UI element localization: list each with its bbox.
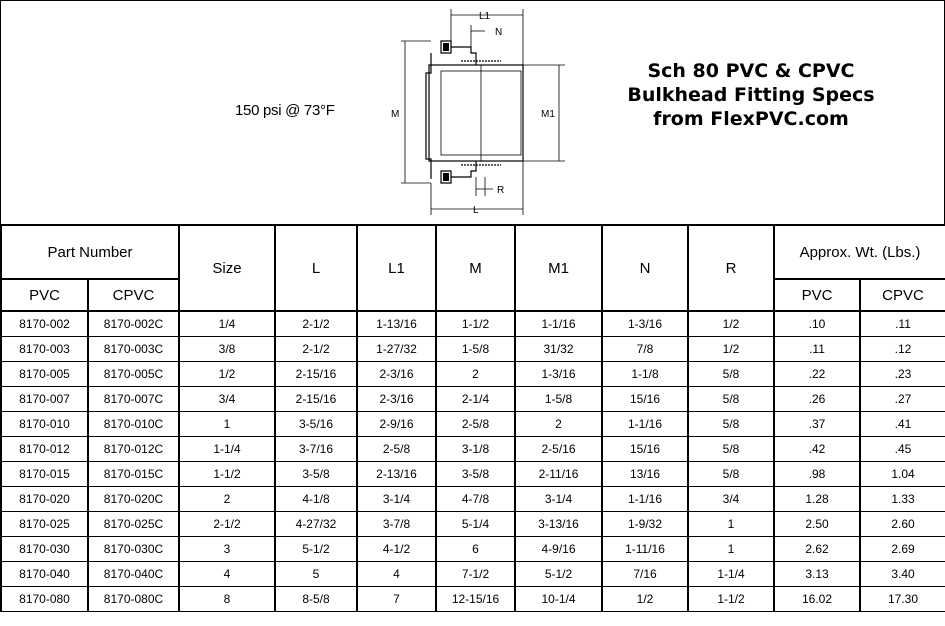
- cell-n: 15/16: [602, 437, 688, 462]
- cell-size: 2-1/2: [179, 512, 275, 537]
- dim-label-r: R: [497, 185, 505, 196]
- cell-l: 4-27/32: [275, 512, 357, 537]
- cell-l1: 7: [357, 587, 436, 612]
- header-panel: [0, 0, 945, 225]
- title-line-1: Sch 80 PVC & CPVC: [647, 60, 855, 82]
- cell-m1: 1-1/16: [515, 311, 602, 337]
- table-row: [1, 412, 945, 437]
- cell-r: 5/8: [688, 437, 774, 462]
- cell-wt-pvc: .11: [774, 337, 860, 362]
- cell-wt-pvc: 2.62: [774, 537, 860, 562]
- cell-pvc-part: 8170-015: [1, 462, 88, 487]
- dim-label-m1: M1: [541, 109, 555, 120]
- table-row: [1, 437, 945, 462]
- cell-wt-cpvc: .23: [860, 362, 945, 387]
- cell-r: 1-1/4: [688, 562, 774, 587]
- dim-label-l1: L1: [479, 11, 491, 22]
- cell-cpvc-part: 8170-080C: [88, 587, 179, 612]
- cell-l1: 4-1/2: [357, 537, 436, 562]
- dim-label-m: M: [391, 109, 400, 120]
- cell-n: 1/2: [602, 587, 688, 612]
- cell-size: 1: [179, 412, 275, 437]
- cell-n: 13/16: [602, 462, 688, 487]
- cell-l1: 1-13/16: [357, 311, 436, 337]
- cell-n: 7/16: [602, 562, 688, 587]
- bulkhead-fitting-diagram: [381, 1, 581, 225]
- cell-m1: 3-13/16: [515, 512, 602, 537]
- header-cpvc: CPVC: [88, 279, 179, 311]
- table-body: [1, 311, 945, 612]
- cell-m: 12-15/16: [436, 587, 515, 612]
- cell-m: 2-5/8: [436, 412, 515, 437]
- cell-wt-pvc: 3.13: [774, 562, 860, 587]
- cell-l: 5-1/2: [275, 537, 357, 562]
- cell-wt-cpvc: 2.69: [860, 537, 945, 562]
- cell-size: 1/4: [179, 311, 275, 337]
- cell-l: 3-7/16: [275, 437, 357, 462]
- cell-cpvc-part: 8170-030C: [88, 537, 179, 562]
- title-line-2: Bulkhead Fitting Specs: [627, 84, 875, 106]
- cell-wt-cpvc: .11: [860, 311, 945, 337]
- cell-l: 8-5/8: [275, 587, 357, 612]
- cell-pvc-part: 8170-010: [1, 412, 88, 437]
- cell-m1: 31/32: [515, 337, 602, 362]
- cell-l1: 2-13/16: [357, 462, 436, 487]
- dim-label-n: N: [495, 27, 503, 38]
- cell-r: 1-1/2: [688, 587, 774, 612]
- cell-wt-cpvc: .45: [860, 437, 945, 462]
- pressure-note: 150 psi @ 73°F: [235, 102, 335, 119]
- cell-m: 2: [436, 362, 515, 387]
- cell-n: 7/8: [602, 337, 688, 362]
- cell-r: 5/8: [688, 462, 774, 487]
- cell-l: 3-5/16: [275, 412, 357, 437]
- cell-r: 3/4: [688, 487, 774, 512]
- header-l1: L1: [357, 225, 436, 311]
- cell-l1: 2-3/16: [357, 387, 436, 412]
- cell-m1: 5-1/2: [515, 562, 602, 587]
- cell-r: 1: [688, 512, 774, 537]
- cell-m1: 2-11/16: [515, 462, 602, 487]
- cell-l: 2-1/2: [275, 337, 357, 362]
- cell-size: 8: [179, 587, 275, 612]
- cell-m1: 3-1/4: [515, 487, 602, 512]
- cell-n: 1-11/16: [602, 537, 688, 562]
- cell-l1: 2-3/16: [357, 362, 436, 387]
- table-row: [1, 462, 945, 487]
- cell-n: 15/16: [602, 387, 688, 412]
- table-row: [1, 487, 945, 512]
- header-m1: M1: [515, 225, 602, 311]
- cell-wt-cpvc: .12: [860, 337, 945, 362]
- cell-m: 6: [436, 537, 515, 562]
- header-pvc: PVC: [1, 279, 88, 311]
- cell-l1: 1-27/32: [357, 337, 436, 362]
- cell-r: 1/2: [688, 311, 774, 337]
- cell-pvc-part: 8170-020: [1, 487, 88, 512]
- cell-l: 2-15/16: [275, 362, 357, 387]
- cell-m: 1-5/8: [436, 337, 515, 362]
- cell-wt-cpvc: .41: [860, 412, 945, 437]
- cell-m1: 1-5/8: [515, 387, 602, 412]
- cell-wt-pvc: 1.28: [774, 487, 860, 512]
- table-row: [1, 537, 945, 562]
- cell-cpvc-part: 8170-025C: [88, 512, 179, 537]
- cell-n: 1-3/16: [602, 311, 688, 337]
- cell-m1: 4-9/16: [515, 537, 602, 562]
- dim-label-l: L: [473, 205, 479, 216]
- header-r: R: [688, 225, 774, 311]
- cell-size: 1-1/4: [179, 437, 275, 462]
- cell-l1: 4: [357, 562, 436, 587]
- table-row: [1, 512, 945, 537]
- cell-pvc-part: 8170-012: [1, 437, 88, 462]
- cell-m: 3-5/8: [436, 462, 515, 487]
- cell-cpvc-part: 8170-040C: [88, 562, 179, 587]
- cell-wt-pvc: .37: [774, 412, 860, 437]
- header-part-number: Part Number: [1, 225, 179, 279]
- cell-cpvc-part: 8170-010C: [88, 412, 179, 437]
- cell-wt-cpvc: .27: [860, 387, 945, 412]
- cell-wt-cpvc: 1.33: [860, 487, 945, 512]
- cell-cpvc-part: 8170-012C: [88, 437, 179, 462]
- spec-table: [0, 224, 945, 612]
- table-row: [1, 337, 945, 362]
- cell-wt-pvc: .98: [774, 462, 860, 487]
- cell-wt-cpvc: 17.30: [860, 587, 945, 612]
- cell-pvc-part: 8170-007: [1, 387, 88, 412]
- cell-wt-pvc: .26: [774, 387, 860, 412]
- cell-l1: 2-5/8: [357, 437, 436, 462]
- cell-pvc-part: 8170-003: [1, 337, 88, 362]
- cell-size: 1/2: [179, 362, 275, 387]
- cell-pvc-part: 8170-025: [1, 512, 88, 537]
- table-row: [1, 587, 945, 612]
- cell-m1: 2: [515, 412, 602, 437]
- cell-wt-cpvc: 3.40: [860, 562, 945, 587]
- cell-m: 5-1/4: [436, 512, 515, 537]
- cell-wt-pvc: .22: [774, 362, 860, 387]
- cell-l1: 2-9/16: [357, 412, 436, 437]
- cell-cpvc-part: 8170-002C: [88, 311, 179, 337]
- cell-wt-pvc: 16.02: [774, 587, 860, 612]
- cell-m: 2-1/4: [436, 387, 515, 412]
- header-l: L: [275, 225, 357, 311]
- page-title: [601, 59, 901, 131]
- cell-m: 1-1/2: [436, 311, 515, 337]
- cell-size: 3/8: [179, 337, 275, 362]
- cell-n: 1-1/16: [602, 487, 688, 512]
- header-n: N: [602, 225, 688, 311]
- cell-m: 3-1/8: [436, 437, 515, 462]
- cell-m1: 10-1/4: [515, 587, 602, 612]
- cell-size: 1-1/2: [179, 462, 275, 487]
- cell-n: 1-9/32: [602, 512, 688, 537]
- cell-size: 4: [179, 562, 275, 587]
- table-row: [1, 562, 945, 587]
- cell-m1: 1-3/16: [515, 362, 602, 387]
- cell-pvc-part: 8170-080: [1, 587, 88, 612]
- cell-r: 5/8: [688, 362, 774, 387]
- cell-l1: 3-7/8: [357, 512, 436, 537]
- header-wt-pvc: PVC: [774, 279, 860, 311]
- cell-cpvc-part: 8170-007C: [88, 387, 179, 412]
- header-wt-cpvc: CPVC: [860, 279, 945, 311]
- cell-cpvc-part: 8170-020C: [88, 487, 179, 512]
- cell-pvc-part: 8170-030: [1, 537, 88, 562]
- cell-r: 1: [688, 537, 774, 562]
- cell-l: 3-5/8: [275, 462, 357, 487]
- cell-pvc-part: 8170-002: [1, 311, 88, 337]
- cell-n: 1-1/8: [602, 362, 688, 387]
- header-approx-weight: Approx. Wt. (Lbs.): [774, 225, 945, 279]
- title-line-3: from FlexPVC.com: [653, 108, 849, 130]
- header-size: Size: [179, 225, 275, 311]
- cell-cpvc-part: 8170-005C: [88, 362, 179, 387]
- cell-l: 2-15/16: [275, 387, 357, 412]
- table-row: [1, 362, 945, 387]
- cell-wt-pvc: 2.50: [774, 512, 860, 537]
- cell-r: 1/2: [688, 337, 774, 362]
- cell-n: 1-1/16: [602, 412, 688, 437]
- cell-size: 3/4: [179, 387, 275, 412]
- cell-cpvc-part: 8170-003C: [88, 337, 179, 362]
- cell-m1: 2-5/16: [515, 437, 602, 462]
- cell-l: 2-1/2: [275, 311, 357, 337]
- cell-pvc-part: 8170-040: [1, 562, 88, 587]
- cell-r: 5/8: [688, 412, 774, 437]
- cell-m: 7-1/2: [436, 562, 515, 587]
- cell-cpvc-part: 8170-015C: [88, 462, 179, 487]
- header-m: M: [436, 225, 515, 311]
- cell-wt-pvc: .42: [774, 437, 860, 462]
- cell-l: 4-1/8: [275, 487, 357, 512]
- table-row: [1, 387, 945, 412]
- cell-pvc-part: 8170-005: [1, 362, 88, 387]
- cell-l: 5: [275, 562, 357, 587]
- cell-l1: 3-1/4: [357, 487, 436, 512]
- cell-size: 3: [179, 537, 275, 562]
- cell-size: 2: [179, 487, 275, 512]
- table-row: [1, 311, 945, 337]
- cell-wt-pvc: .10: [774, 311, 860, 337]
- cell-m: 4-7/8: [436, 487, 515, 512]
- cell-wt-cpvc: 1.04: [860, 462, 945, 487]
- cell-wt-cpvc: 2.60: [860, 512, 945, 537]
- cell-r: 5/8: [688, 387, 774, 412]
